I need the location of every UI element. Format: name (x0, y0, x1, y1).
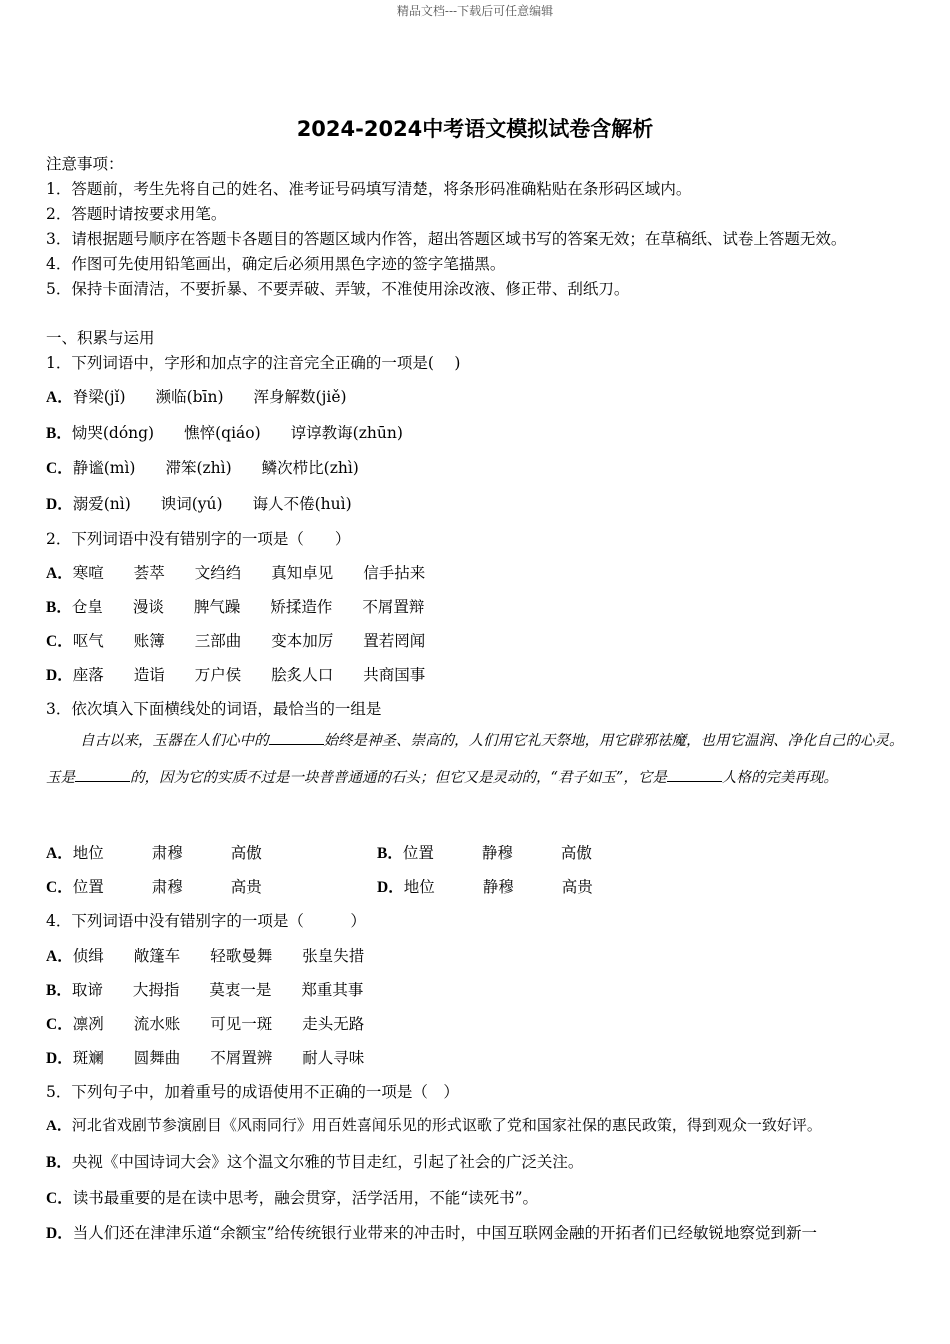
blank-line (667, 767, 722, 782)
page-header: 精品文档---下载后可任意编辑 (396, 4, 554, 18)
page-title: 2024-2024中考语文模拟试卷含解析 (296, 117, 654, 141)
q1-option-b: B．恸哭(dóng) 憔悴(qiáo) 谆谆教诲(zhūn) (46, 424, 403, 442)
q2-option-d: D．座落 造诣 万户侯 脍炙人口 共商国事 (46, 666, 426, 684)
q1-option-c: C．静谧(mì) 滞笨(zhì) 鳞次栉比(zhì) (46, 459, 359, 477)
question-3-stem: 3．依次填入下面横线处的词语，最恰当的一组是 (46, 700, 382, 718)
q2-option-c: C．呕气 账簿 三部曲 变本加厉 置若罔闻 (46, 632, 426, 650)
blank-line (75, 767, 130, 782)
notice-item: 3．请根据题号顺序在答题卡各题目的答题区域内作答，超出答题区域书写的答案无效；在草稿纸、试卷上答题无效。 (46, 230, 847, 248)
q3-option-c: C．位置 肃穆 高贵 (46, 878, 262, 896)
q4-option-c: C．凛冽 流水账 可见一斑 走头无路 (46, 1015, 365, 1033)
q3-option-b: B．位置 静穆 高傲 (377, 844, 592, 862)
question-5-stem: 5．下列句子中，加着重号的成语使用不正确的一项是（ ） (46, 1083, 459, 1101)
blank-line (269, 730, 324, 745)
question-2-stem: 2．下列词语中没有错别字的一项是（ ） (46, 530, 351, 548)
q3-passage: 自古以来，玉器在人们心中的 始终是神圣、崇高的，人们用它礼天祭地，用它辟邪祛魔，也用它温润、净化自己的心灵。玉是 的，因为它的实质不过是一块普普通通的石头；但它又是灵动的，“君子如玉”，它是 人格的完美再现。 (46, 723, 908, 797)
q1-option-a: A．脊梁(jǐ) 濒临(bīn) 浑身解数(jiě) (46, 388, 347, 406)
notice-heading: 注意事项： (46, 155, 124, 173)
q1-option-d: D．溺爱(nì) 谀词(yú) 诲人不倦(huì) (46, 495, 352, 513)
q4-option-d: D．斑斓 圆舞曲 不屑置辨 耐人寻味 (46, 1049, 365, 1067)
notice-item: 1．答题前，考生先将自己的姓名、准考证号码填写清楚，将条形码准确粘贴在条形码区域内。 (46, 180, 692, 198)
notice-item: 5．保持卡面清洁，不要折暴、不要弄破、弄皱，不准使用涂改液、修正带、刮纸刀。 (46, 280, 630, 298)
q4-option-b: B．取谛 大拇指 莫衷一是 郑重其事 (46, 981, 364, 999)
q4-option-a: A．侦缉 敞篷车 轻歌曼舞 张皇失措 (46, 947, 365, 965)
q5-option-a: A．河北省戏剧节参演剧目《风雨同行》用百姓喜闻乐见的形式讴歌了党和国家社保的惠民政策，得到观众一致好评。 (46, 1116, 822, 1134)
q3-option-d: D．地位 静穆 高贵 (377, 878, 593, 896)
q3-option-a: A．地位 肃穆 高傲 (46, 844, 262, 862)
q5-option-d: D．当人们还在津津乐道“余额宝”给传统银行业带来的冲击时，中国互联网金融的开拓者们已经敏锐地察觉到新一 (46, 1224, 818, 1242)
notice-item: 4．作图可先使用铅笔画出，确定后必须用黑色字迹的签字笔描黑。 (46, 255, 506, 273)
q2-option-b: B．仓皇 漫谈 脾气躁 矫揉造作 不屑置辩 (46, 598, 425, 616)
section-heading: 一、积累与运用 (46, 329, 155, 347)
notice-item: 2．答题时请按要求用笔。 (46, 205, 227, 223)
q5-option-c: C．读书最重要的是在读中思考，融会贯穿，活学活用，不能“读死书”。 (46, 1189, 539, 1207)
question-4-stem: 4．下列词语中没有错别字的一项是（ ） (46, 912, 366, 930)
question-1-stem: 1．下列词语中，字形和加点字的注音完全正确的一项是( ) (46, 354, 461, 372)
q2-option-a: A．寒喧 荟萃 文绉绉 真知卓见 信手拈来 (46, 564, 426, 582)
q5-option-b: B．央视《中国诗词大会》这个温文尔雅的节目走红，引起了社会的广泛关注。 (46, 1153, 584, 1171)
